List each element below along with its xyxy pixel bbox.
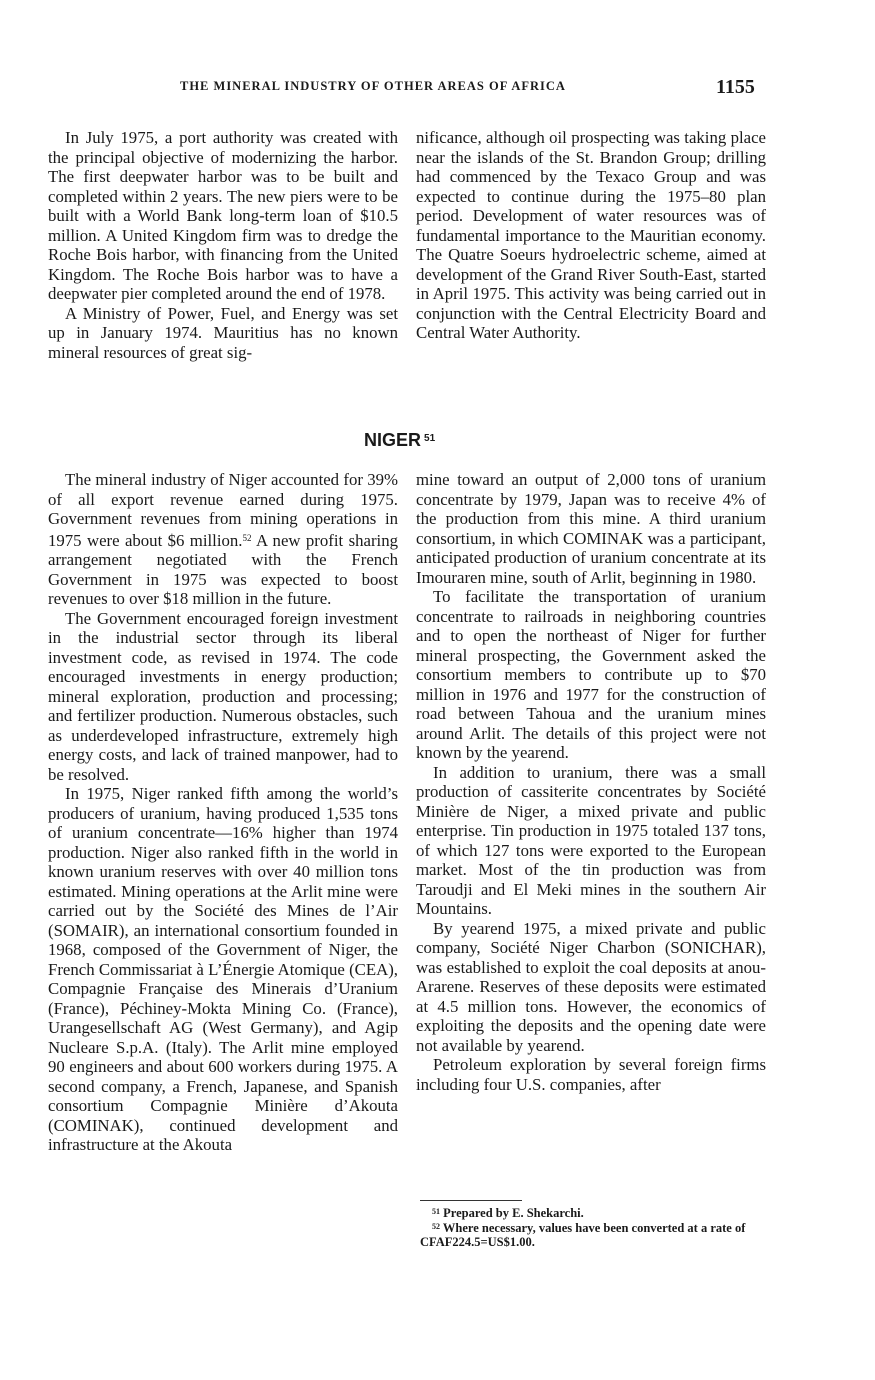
mauritius-left-column	[48, 128, 398, 362]
footnote	[420, 1205, 770, 1220]
paragraph: In July 1975, a port authority was created with the principal objective of modernizing the harbor. The first deepwater harbor was to be built and completed within 2 years. The new piers were to be built with a World Bank long-term loan of $10.5 million. A United Kingdom firm was to dredge the Roche Bois harbor, with financing from the United Kingdom. The Roche Bois harbor was to have a deepwater pier completed around the end of 1978.	[48, 128, 398, 303]
footnote-text: Prepared by E. Shekarchi.	[443, 1206, 584, 1220]
niger-left-column	[48, 470, 398, 1155]
footnote-ref-52: 52	[242, 532, 252, 543]
paragraph-continued: mine toward an output of 2,000 tons of uranium concentrate by 1979, Japan was to receive 4% of the production from this mine. A third uranium consortium, in which COMINAK was a participant, anticipated production of uranium concentrate at its Imouraren mine, south of Arlit, beginning in 1980.	[416, 470, 766, 587]
paragraph: A Ministry of Power, Fuel, and Energy was set up in January 1974. Mauritius has no known mineral resources of great sig-	[48, 303, 398, 362]
paragraph: In addition to uranium, there was a small production of cassiterite concentrates by Société Minière de Niger, a mixed private and public enterprise. Tin production in 1975 totaled 137 tons, of which 127 tons were exported to the European market. Most of the tin production was from Taroudji and El Meki mines in the southern Air Mountains.	[416, 762, 766, 918]
paragraph: To facilitate the transportation of uranium concentrate to railroads in neighboring countries and to open the northeast of Niger for further mineral prospecting, the Government asked the consortium members to contribute up to $70 million in 1976 and 1977 for the construction of road between Tahoua and the uranium mines around Arlit. The details of this project were not known by the yearend.	[416, 587, 766, 762]
footnote	[420, 1220, 770, 1249]
running-title: THE MINERAL INDUSTRY OF OTHER AREAS OF AFRICA	[180, 79, 566, 93]
paragraph	[48, 470, 398, 609]
mauritius-right-column	[416, 128, 766, 343]
footnotes	[420, 1205, 770, 1249]
footnote-text: Where necessary, values have been converted at a rate of CFAF224.5=US$1.00.	[420, 1221, 746, 1249]
section-heading-niger	[364, 430, 435, 451]
paragraph-continued: nificance, although oil prospecting was taking place near the islands of the St. Brandon Group; drilling had commenced by the Texaco Group and was expected to continue during the 1975–80 plan period. Development of water resources was of fundamental importance to the Mauritian economy. The Quatre Soeurs hydroelectric scheme, aimed at development of the Grand River South-East, started in April 1975. This activity was being carried out in conjunction with the Central Electricity Board and Central Water Authority.	[416, 128, 766, 342]
footnote-mark: 52	[432, 1222, 440, 1231]
paragraph: Petroleum exploration by several foreign firms including four U.S. companies, after	[416, 1055, 766, 1094]
footnote-mark: 51	[432, 1207, 440, 1216]
section-title: NIGER	[364, 430, 422, 450]
niger-right-column	[416, 470, 766, 1094]
page-number: 1155	[716, 76, 755, 98]
paragraph-text: The mineral industry of Niger accounted for 39% of all export revenue earned during 1975. Government revenues from mining operations in 1975 were about $6 million.	[48, 470, 398, 550]
paragraph-text: A new profit sharing arrangement negotiated with the French Government in 1975 was expected to boost revenues to over $18 million in the future.	[48, 530, 398, 608]
paragraph: The Government encouraged foreign investment in the industrial sector through its liberal investment code, as revised in 1974. The code encouraged investments in energy production; mineral exploration, production and processing; and fertilizer production. Numerous obstacles, such as underdeveloped infrastructure, extremely high energy costs, and lack of trained manpower, had to be resolved.	[48, 608, 398, 784]
paragraph: By yearend 1975, a mixed private and public company, Société Niger Charbon (SONICHAR), was established to exploit the coal deposits at anou-Ararene. Reserves of these deposits were estimated at 4.5 million tons. However, the economics of exploiting the deposits and the opening date were not available by yearend.	[416, 918, 766, 1055]
footnote-divider	[420, 1200, 522, 1201]
footnote-ref-51: 51	[424, 433, 436, 444]
paragraph: In 1975, Niger ranked fifth among the world’s producers of uranium, having produced 1,535 tons of uranium concentrate—16% higher than 1974 production. Niger also ranked fifth in the world in known uranium reserves with over 40 million tons estimated. Mining operations at the Arlit mine were carried out by the Société des Mines de l’Air (SOMAIR), an international consortium founded in 1968, composed of the Government of Niger, the French Commissariat à L’Énergie Atomique (CEA), Compagnie Française des Minerais d’Uranium (France), Péchiney-Mokta Mining Co. (France), Urangesellschaft AG (West Germany), and Agip Nucleare S.p.A. (Italy). The Arlit mine employed 90 engineers and about 600 workers during 1975. A second company, a French, Japanese, and Spanish consortium Compagnie Minière d’Akouta (COMINAK), continued development and infrastructure at the Akouta	[48, 784, 398, 1154]
